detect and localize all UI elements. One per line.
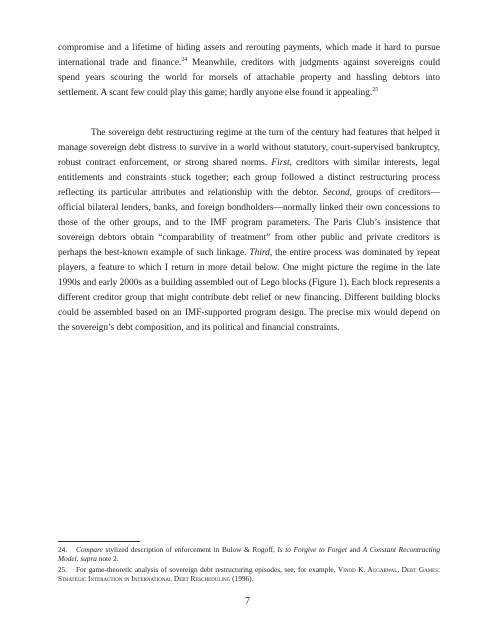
- paragraph-text: the entire process was dominated by repeat players, a feature to which I return in more detail below. One might picture the regime in the late 1990s and early 2000s as a building assembled out of Lego blocks (Figure 1). Each block represents a different creditor group that might contribute debt relief or new financing. Different building blocks could be assembled based on an IMF-supported program design. The precise mix would depend on the sovereign’s debt composition, and its political and financial constraints.: [58, 248, 440, 333]
- cited-book-title: Debt Games: Strategic Interaction in International Debt Rescheduling: [58, 565, 441, 583]
- cited-title: A Constant Recontracting Model: [58, 545, 440, 563]
- footnote-text: For game-theoretic analysis of sovereign debt restructuring episodes, see, for example,: [76, 565, 338, 574]
- footnote-25: [58, 565, 440, 583]
- footnote-text: ,: [397, 565, 402, 574]
- cited-author: Vinod K. Aggarwal: [337, 565, 398, 574]
- enumeration-second: Second,: [322, 188, 353, 198]
- footnote-text: stylized description of enforcement in Bulow & Rogoff,: [102, 545, 278, 554]
- footnote-ref-25[interactable]: 25: [372, 87, 379, 93]
- footnote-24: [58, 545, 440, 563]
- body-paragraph-2: [58, 126, 440, 336]
- paragraph-text: The sovereign debt restructuring regime at the turn of the century had features that helped it manage sovereign debt distress to survive in a world without statutory, court-supervised bankruptcy, robust contract enforcement, or strong shared norms.: [58, 128, 440, 168]
- footnote-text: note 2.: [96, 554, 119, 563]
- footnote-text: (1996).: [230, 574, 254, 583]
- paragraph-text: Meanwhile, creditors with judgments against sovereigns could spend years scouring the world for morsels of attachable property and hassling debtors into settlement. A scant few could play this game; hardly anyone else found it appealing.: [58, 58, 440, 98]
- enumeration-third: Third,: [249, 248, 273, 258]
- paragraph-text: groups of creditors—official bilateral lenders, banks, and foreign bondholders—normally linked their own concessions to those of the other groups, and to the IMF program parameters. The Paris Club’s insistence that sovereign debtors obtain “comparability of treatment” from other public and private creditors is perhaps the best-known example of such linkage.: [58, 188, 440, 258]
- footnote-number: 24.: [58, 545, 68, 554]
- enumeration-first: First,: [271, 158, 292, 168]
- footnote-separator: [58, 541, 140, 542]
- cited-title: Is to Forgive to Forget: [277, 545, 347, 554]
- paragraph-text: compromise and a lifetime of hiding assets and rerouting payments, which made it hard to pursue international trade and finance.: [58, 43, 440, 68]
- paragraph-text: creditors with similar interests, legal entitlements and constraints stuck together; each group followed a distinct restructuring process reflecting its particular attributes and relationship with the debtor.: [58, 158, 440, 198]
- footnote-ref-24[interactable]: 24: [181, 57, 188, 63]
- signal-supra: supra: [80, 554, 97, 563]
- footnote-text: ,: [76, 554, 81, 563]
- page-number: 7: [245, 596, 250, 607]
- body-paragraph-1: [58, 41, 440, 101]
- footnote-text: and: [346, 545, 363, 554]
- footnote-number: 25.: [58, 565, 68, 574]
- signal-compare: Compare: [76, 545, 103, 554]
